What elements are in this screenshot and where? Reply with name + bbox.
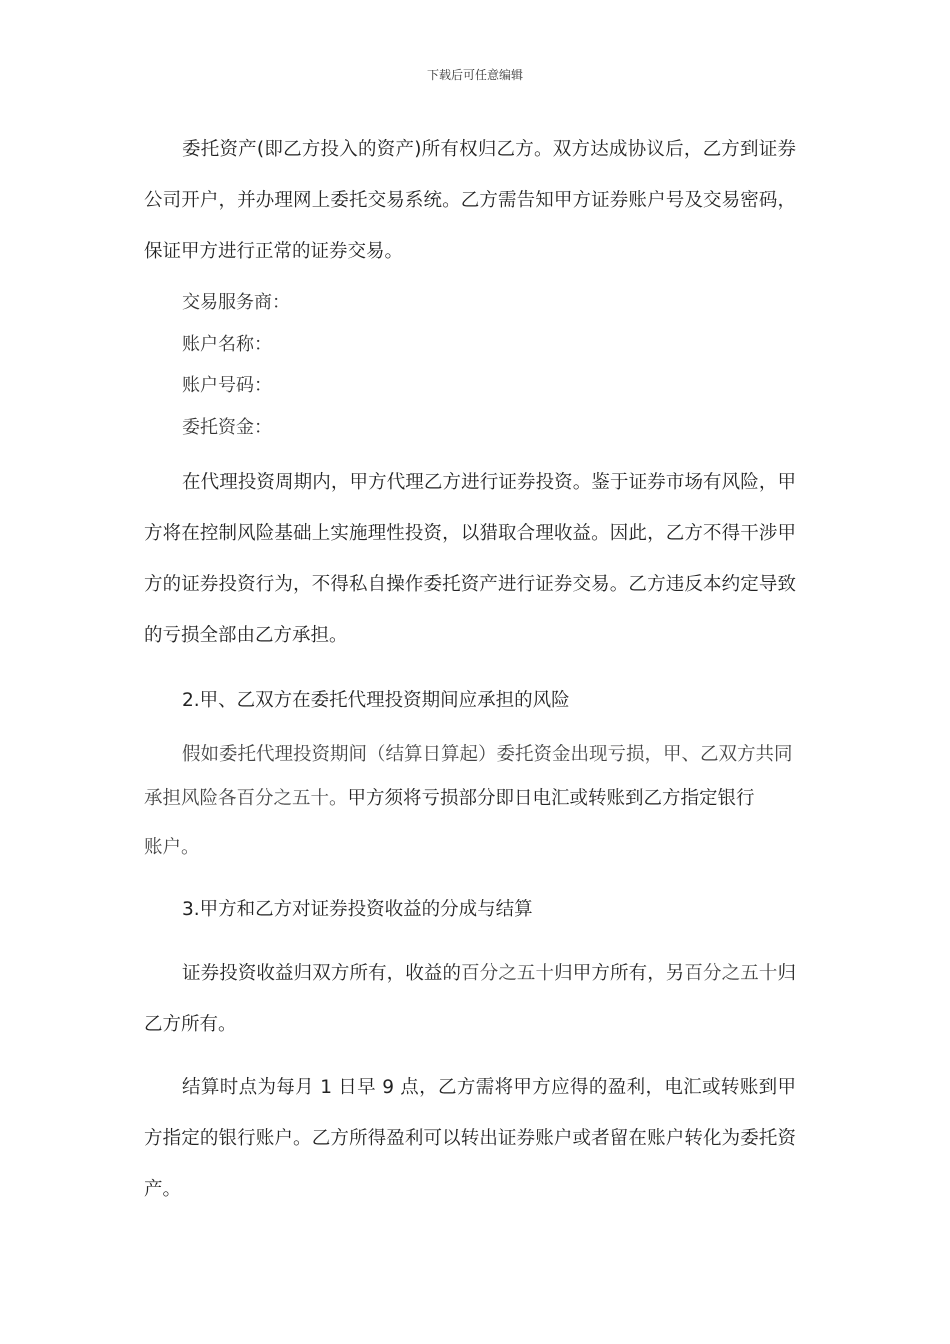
paragraph-tail: 账户。 — [144, 837, 200, 858]
section-heading-profit-sharing: 3.甲方和乙方对证券投资收益的分成与结算 — [182, 899, 533, 920]
text-segment: 归甲方所有，另 — [554, 963, 685, 984]
text-serif-segment: 假如委托代理投资期间（结算日算起）委托资金出现亏损，甲、乙双方共同承担风险各百分之五十。 — [144, 744, 793, 809]
paragraph-text: 结算时点为每月 1 日早 9 点，乙方需将甲方应得的盈利，电汇或转账到甲方指定的银行账户。乙方所得盈利可以转出证券账户或者留在账户转化为委托资产。 — [144, 1077, 796, 1200]
text-segment: 证券投资收益归双方所有，收益的 — [182, 963, 462, 984]
field-account-name: 账户名称： — [182, 334, 272, 355]
paragraph-text — [144, 733, 796, 821]
percentage-text: 百分之五十 — [461, 963, 555, 984]
text-segment: 归乙方所有。 — [144, 963, 796, 1035]
paragraph-loss-sharing — [144, 733, 796, 870]
paragraph-text — [144, 948, 796, 1050]
paragraph-text: 在代理投资周期内，甲方代理乙方进行证券投资。鉴于证券市场有风险，甲方将在控制风险基础上实施理性投资，以猎取合理收益。因此，乙方不得干涉甲方的证券投资行为，不得私自操作委托资产进行证券交易。乙方违反本约定导致的亏损全部由乙方承担。 — [144, 472, 796, 646]
paragraph-profit-ownership — [144, 948, 796, 1050]
percentage-text: 百分之五十 — [684, 963, 778, 984]
paragraph-settlement — [144, 1062, 796, 1215]
text-sans-segment: 甲方须将亏损部分即日电汇或转账到乙方指定银行 — [347, 788, 755, 809]
field-entrusted-funds: 委托资金： — [182, 417, 272, 438]
paragraph-entrusted-assets — [144, 124, 796, 277]
field-broker: 交易服务商： — [182, 292, 290, 313]
field-account-number: 账户号码： — [182, 375, 272, 396]
section-heading-risk: 2.甲、乙双方在委托代理投资期间应承担的风险 — [182, 690, 570, 711]
paragraph-agency-period — [144, 457, 796, 661]
page-header: 下载后可任意编辑 — [426, 68, 523, 82]
paragraph-text: 委托资产(即乙方投入的资产)所有权归乙方。双方达成协议后，乙方到证券公司开户，并办理网上委托交易系统。乙方需告知甲方证券账户号及交易密码，保证甲方进行正常的证券交易。 — [144, 139, 796, 262]
